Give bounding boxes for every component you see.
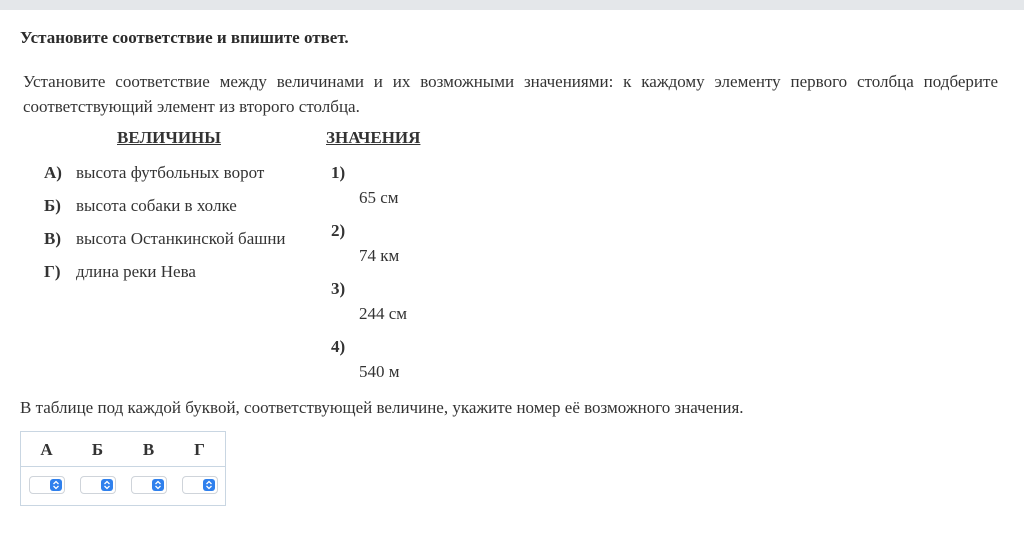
task-heading: Установите соответствие и впишите ответ. — [20, 28, 349, 47]
quantity-text: высота собаки в холке — [76, 196, 237, 215]
value-text: 244 см — [359, 304, 408, 323]
value-text: 65 см — [359, 188, 399, 207]
quantity-item — [44, 196, 237, 218]
table-divider — [21, 466, 225, 467]
quantity-letter: Г) — [44, 262, 61, 281]
quantity-text: высота футбольных ворот — [76, 163, 265, 182]
top-bar — [0, 0, 1024, 10]
quantity-item — [44, 229, 286, 251]
answer-select-b[interactable] — [80, 476, 116, 494]
answer-header-a: А — [40, 440, 53, 459]
value-number: 2) — [331, 221, 346, 240]
values-header: ЗНАЧЕНИЯ — [326, 128, 421, 147]
quantity-letter: В) — [44, 229, 61, 248]
quantities-header: ВЕЛИЧИНЫ — [117, 128, 221, 147]
quantity-letter: Б) — [44, 196, 61, 215]
task-instruction: Установите соответствие между величинами и их возможными значениями: к каждому элементу первого столбца подберите соответствующий элемент из второго столбца. — [23, 72, 998, 116]
quantity-item — [44, 262, 196, 284]
value-text: 74 км — [359, 246, 400, 265]
updown-chevron-icon — [101, 479, 113, 491]
quantity-text: длина реки Нева — [76, 262, 196, 281]
quantity-text: высота Останкинской башни — [76, 229, 286, 248]
quantity-letter: А) — [44, 163, 62, 182]
value-number: 4) — [331, 337, 346, 356]
value-text: 540 м — [359, 362, 400, 381]
value-number: 3) — [331, 279, 346, 298]
answer-select-g[interactable] — [182, 476, 218, 494]
answer-select-a[interactable] — [29, 476, 65, 494]
answer-prompt: В таблице под каждой буквой, соответствующей величине, укажите номер её возможного значения. — [20, 398, 744, 417]
answer-header-g: Г — [194, 440, 205, 459]
quantity-item — [44, 163, 264, 185]
updown-chevron-icon — [50, 479, 62, 491]
updown-chevron-icon — [152, 479, 164, 491]
answer-header-v: В — [142, 440, 155, 459]
value-number: 1) — [331, 163, 346, 182]
updown-chevron-icon — [203, 479, 215, 491]
answer-table — [20, 431, 226, 506]
answer-header-b: Б — [91, 440, 104, 459]
answer-select-v[interactable] — [131, 476, 167, 494]
